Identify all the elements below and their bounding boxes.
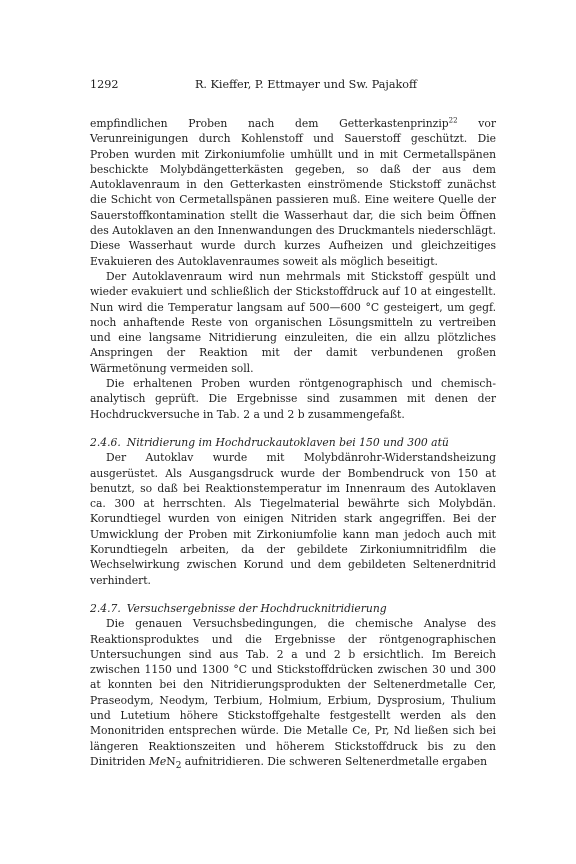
paragraph-text: vor Verunreinigungen durch Kohlenstoff und Sauerstoff geschützt. Die Proben wurden mit Zirkoniumfolie umhüllt und in mit Cermetallspänen beschickte Molybdängetterkästen gegeben, so daß der aus dem Autoklavenraum in den Getterkasten einströmende Stickstoff zunächst die Schicht von Cermetallspänen passieren muß. Eine weitere Quelle der Sauerstoffkontamination stellt die Wasserhaut dar, die sich beim Öffnen des Autoklaven an den Innenwandungen des Druckmantels niederschlägt. Diese Wasserhaut wurde durch kurzes Aufheizen und gleichzeitiges Evakuieren des Autoklavenraumes soweit als möglich beseitigt. bbox=[90, 117, 496, 268]
formula-me: Me bbox=[148, 754, 167, 768]
section-heading-2-4-6 bbox=[90, 435, 496, 450]
section-title: Nitridierung im Hochdruckautoklaven bei 150 und 300 atü bbox=[126, 435, 449, 449]
section-2-4-6-paragraph: Der Autoklav wurde mit Molybdänrohr-Widerstandsheizung ausgerüstet. Als Ausgangsdruck wurde der Bombendruck von 150 at benutzt, so daß bei Reaktionstemperatur im Innenraum des Autoklaven ca. 300 at herrschten. Als Tiegelmaterial bewährte sich Molybdän. Korundtiegel wurden von einigen Nitriden stark angegriffen. Bei der Umwicklung der Proben mit Zirkoniumfolie kann man jedoch auch mit Korundtiegeln arbeiten, da der gebildete Zirkoniumnitridfilm die Wechselwirkung zwischen Korund und dem gebildeten Seltenerdnitrid verhindert. bbox=[90, 451, 496, 587]
paragraph-text: aufnitridieren. Die schweren Seltenerdmetalle ergaben bbox=[181, 754, 488, 768]
paragraph-text: empfindlichen Proben nach dem Getterkastenprinzip bbox=[90, 117, 449, 130]
page-number: 1292 bbox=[90, 78, 119, 91]
formula-subscript: 2 bbox=[175, 761, 182, 772]
body-paragraph-1 bbox=[90, 116, 496, 269]
footnote-reference: 22 bbox=[448, 116, 458, 125]
section-heading-2-4-7 bbox=[90, 601, 496, 616]
section-number: 2.4.7. bbox=[90, 601, 121, 615]
body-paragraph-2: Der Autoklavenraum wird nun mehrmals mit Stickstoff gespült und wieder evakuiert und schließlich der Stickstoffdruck auf 10 at eingestellt. Nun wird die Temperatur langsam auf 500—600 °C gesteigert, um gegf. noch anhaftende Reste von organischen Lösungsmitteln zu vertreiben und eine langsame Nitridierung einzuleiten, die ein allzu plötzliches Anspringen der Reaktion mit der damit verbundenen großen Wärmetönung vermeiden soll. bbox=[90, 269, 496, 375]
formula-n: N bbox=[166, 754, 176, 768]
section-number: 2.4.6. bbox=[90, 435, 121, 449]
page bbox=[90, 78, 496, 774]
running-head: R. Kieffer, P. Ettmayer und Sw. Pajakoff bbox=[195, 78, 417, 91]
body-paragraph-3: Die erhaltenen Proben wurden röntgenographisch und chemisch-analytisch geprüft. Die Ergebnisse sind zusammen mit denen der Hochdruckversuche in Tab. 2 a und 2 b zusammengefaßt. bbox=[90, 377, 496, 421]
paragraph-text: Die genauen Versuchsbedingungen, die chemische Analyse des Reaktionsproduktes und die Ergebnisse der röntgenographischen Untersuchungen sind aus Tab. 2 a und 2 b ersichtlich. Im Bereich zwischen 1150 und 1300 °C und Stickstoffdrücken zwischen 30 und 300 at konnten bei den Nitridierungsprodukten der Seltenerdmetalle Cer, Praseodym, Neodym, Terbium, Holmium, Erbium, Dysprosium, Thulium und Lutetium höhere Stickstoffgehalte festgestellt werden als den Mononitriden entsprechen würde. Die Metalle Ce, Pr, Nd ließen sich bei längeren Reaktionszeiten und höherem Stickstoffdruck bis zu den Dinitriden bbox=[90, 617, 496, 768]
section-title: Versuchsergebnisse der Hochdrucknitridierung bbox=[126, 601, 387, 615]
page-header bbox=[90, 78, 496, 92]
section-2-4-7-paragraph bbox=[90, 616, 496, 774]
